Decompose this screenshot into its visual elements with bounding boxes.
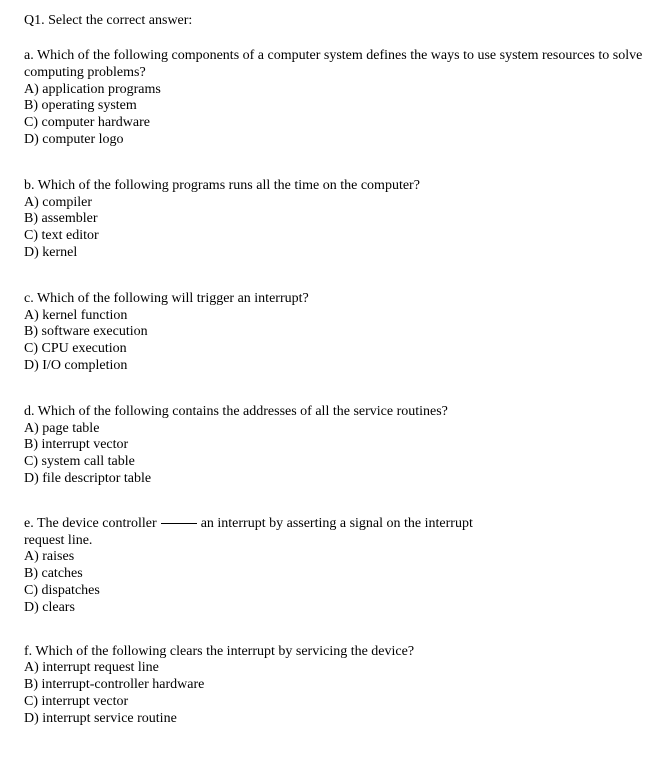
question-f-text: f. Which of the following clears the interrupt by servicing the device?: [24, 643, 415, 659]
question-f-option-d: D) interrupt service routine: [24, 710, 177, 726]
question-b-text: b. Which of the following programs runs all the time on the computer?: [24, 177, 420, 193]
question-f-option-a: A) interrupt request line: [24, 660, 159, 676]
question-c-text: c. Which of the following will trigger an interrupt?: [24, 290, 309, 306]
question-e-option-c: C) dispatches: [24, 582, 100, 598]
question-e-option-b: B) catches: [24, 566, 83, 582]
question-e-text-after: an interrupt by asserting a signal on the interrupt request line.: [24, 515, 473, 548]
question-f-option-b: B) interrupt-controller hardware: [24, 677, 205, 693]
question-e-text-before: e. The device controller: [24, 515, 157, 531]
question-c-option-d: D) I/O completion: [24, 357, 128, 373]
question-e-option-a: A) raises: [24, 549, 75, 565]
fill-in-blank: [161, 523, 197, 524]
question-c-option-b: B) software execution: [24, 324, 148, 340]
question-d-text: d. Which of the following contains the addresses of all the service routines?: [24, 403, 448, 419]
question-e-option-d: D) clears: [24, 599, 75, 615]
question-c-option-a: A) kernel function: [24, 307, 128, 323]
question-a: [24, 48, 644, 149]
question-b-option-b: B) assembler: [24, 211, 98, 227]
question-d-option-c: C) system call table: [24, 454, 135, 470]
question-b: [24, 178, 644, 262]
question-a-text: a. Which of the following components of a computer system defines the ways to use system resources to solve computing problems?: [24, 48, 643, 80]
question-a-option-c: C) computer hardware: [24, 115, 150, 131]
question-c: [24, 291, 644, 375]
question-sheet: [24, 12, 644, 728]
question-f: [24, 644, 644, 728]
question-b-option-d: D) kernel: [24, 244, 78, 260]
question-e: [24, 516, 644, 617]
question-c-option-c: C) CPU execution: [24, 341, 127, 357]
page-title: Q1. Select the correct answer:: [24, 13, 193, 28]
question-d-option-d: D) file descriptor table: [24, 470, 152, 486]
question-b-option-c: C) text editor: [24, 228, 99, 244]
question-d: [24, 404, 644, 488]
question-a-option-a: A) application programs: [24, 81, 161, 97]
question-d-option-a: A) page table: [24, 420, 100, 436]
question-a-option-b: B) operating system: [24, 98, 137, 114]
question-f-option-c: C) interrupt vector: [24, 693, 129, 709]
question-d-option-b: B) interrupt vector: [24, 437, 129, 453]
question-a-option-d: D) computer logo: [24, 131, 124, 147]
question-e-text: [24, 516, 494, 550]
question-b-option-a: A) compiler: [24, 194, 93, 210]
